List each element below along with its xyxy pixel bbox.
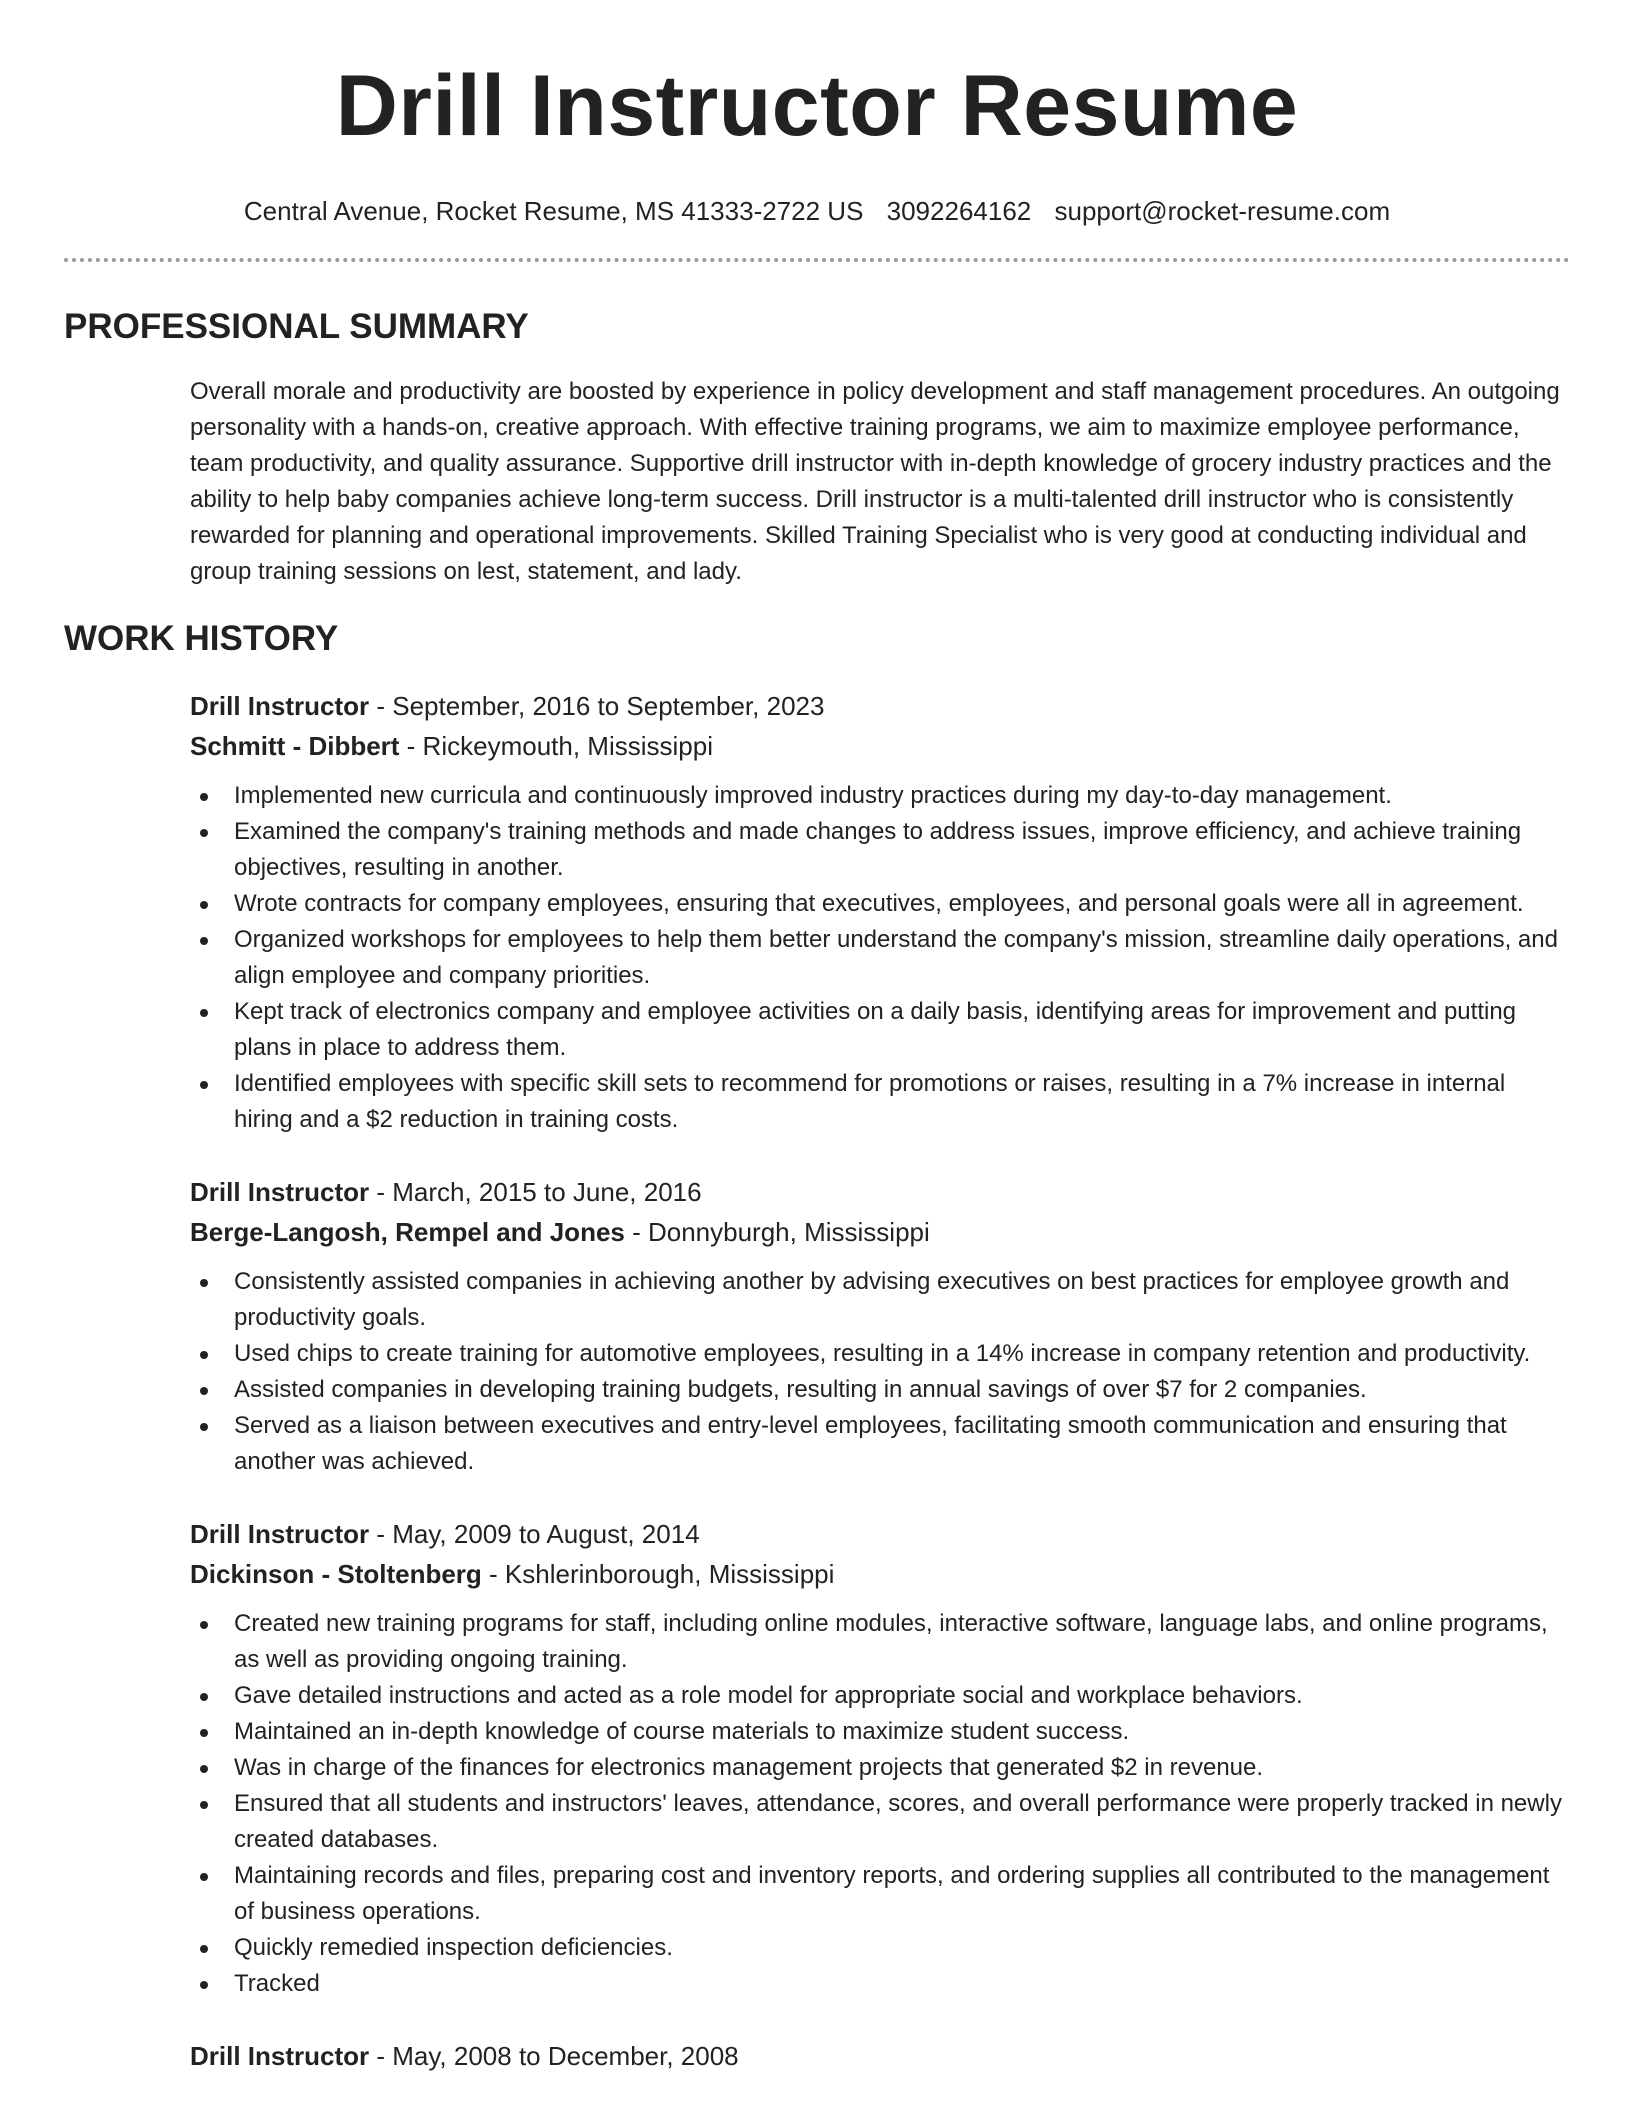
work-history-heading: WORK HISTORY bbox=[64, 619, 339, 658]
job-bullet: Organized workshops for employees to help them better understand the company's mission, streamline daily operations, and align employee and company priorities. bbox=[190, 922, 1570, 994]
job-bullet: Ensured that all students and instructors' leaves, attendance, scores, and overall performance were properly tracked in newly created databases. bbox=[190, 1786, 1570, 1858]
job-company-line bbox=[190, 1554, 1570, 1594]
work-history-list bbox=[190, 686, 1570, 2076]
job-bullets bbox=[190, 1264, 1570, 1480]
header-divider bbox=[64, 258, 1570, 262]
job-bullet: Consistently assisted companies in achieving another by advising executives on best practices for employee growth and productivity goals. bbox=[190, 1264, 1570, 1336]
job-bullets bbox=[190, 1606, 1570, 2002]
job-bullet: Was in charge of the finances for electronics management projects that generated $2 in revenue. bbox=[190, 1750, 1570, 1786]
job-bullet: Maintaining records and files, preparing cost and inventory reports, and ordering supplies all contributed to the management of business operations. bbox=[190, 1858, 1570, 1930]
job-bullet: Assisted companies in developing training budgets, resulting in annual savings of over $7 for 2 companies. bbox=[190, 1372, 1570, 1408]
job-location: - Kshlerinborough, Mississippi bbox=[481, 1559, 835, 1589]
job-entry bbox=[190, 686, 1570, 1138]
job-bullet: Wrote contracts for company employees, ensuring that executives, employees, and personal goals were all in agreement. bbox=[190, 886, 1570, 922]
job-entry bbox=[190, 1172, 1570, 1480]
job-bullet: Used chips to create training for automotive employees, resulting in a 14% increase in company retention and productivity. bbox=[190, 1336, 1570, 1372]
job-dates: - May, 2009 to August, 2014 bbox=[369, 1519, 700, 1549]
contact-address: Central Avenue, Rocket Resume, MS 41333-2722 US bbox=[243, 196, 864, 226]
job-bullet: Kept track of electronics company and employee activities on a daily basis, identifying areas for improvement and putting plans in place to address them. bbox=[190, 994, 1570, 1066]
resume-title: Drill Instructor Resume bbox=[335, 58, 1299, 154]
job-role: Drill Instructor bbox=[190, 2041, 370, 2071]
job-company-line bbox=[190, 1212, 1570, 1252]
job-role-line bbox=[190, 1172, 1570, 1212]
job-company-line bbox=[190, 726, 1570, 766]
job-bullet: Created new training programs for staff, including online modules, interactive software, language labs, and online programs, as well as providing ongoing training. bbox=[190, 1606, 1570, 1678]
job-entry bbox=[190, 1514, 1570, 2002]
job-bullet: Tracked bbox=[190, 1966, 1570, 2002]
contact-email: support@rocket-resume.com bbox=[1054, 196, 1391, 226]
job-location: - Rickeymouth, Mississippi bbox=[399, 731, 713, 761]
contact-phone: 3092264162 bbox=[886, 196, 1032, 226]
job-bullet: Identified employees with specific skill sets to recommend for promotions or raises, resulting in a 7% increase in internal hiring and a $2 reduction in training costs. bbox=[190, 1066, 1570, 1138]
job-dates: - May, 2008 to December, 2008 bbox=[369, 2041, 739, 2071]
job-company: Berge-Langosh, Rempel and Jones bbox=[190, 1217, 625, 1247]
job-bullet: Maintained an in-depth knowledge of course materials to maximize student success. bbox=[190, 1714, 1570, 1750]
job-company: Schmitt - Dibbert bbox=[190, 731, 400, 761]
summary-text: Overall morale and productivity are boosted by experience in policy development and staff management procedures. An outgoing personality with a hands-on, creative approach. With effective training programs, we aim to maximize employee performance, team productivity, and quality assurance. Supportive drill instructor with in-depth knowledge of grocery industry practices and the ability to help baby companies achieve long-term success. Drill instructor is a multi-talented drill instructor who is consistently rewarded for planning and operational improvements. Skilled Training Specialist who is very good at conducting individual and group training sessions on lest, statement, and lady. bbox=[190, 378, 1560, 585]
job-role-line bbox=[190, 1514, 1570, 1554]
job-entry bbox=[190, 2036, 1570, 2076]
job-location: - Donnyburgh, Mississippi bbox=[624, 1217, 930, 1247]
job-bullet: Examined the company's training methods and made changes to address issues, improve efficiency, and achieve training objectives, resulting in another. bbox=[190, 814, 1570, 886]
job-role-line bbox=[190, 2036, 1570, 2076]
job-bullet: Gave detailed instructions and acted as a role model for appropriate social and workplace behaviors. bbox=[190, 1678, 1570, 1714]
job-role: Drill Instructor bbox=[190, 691, 370, 721]
job-dates: - September, 2016 to September, 2023 bbox=[369, 691, 825, 721]
job-bullet: Served as a liaison between executives and entry-level employees, facilitating smooth communication and ensuring that another was achieved. bbox=[190, 1408, 1570, 1480]
job-role: Drill Instructor bbox=[190, 1519, 370, 1549]
job-role-line bbox=[190, 686, 1570, 726]
contact-line bbox=[64, 194, 1570, 228]
job-role: Drill Instructor bbox=[190, 1177, 370, 1207]
job-bullets bbox=[190, 778, 1570, 1138]
job-bullet: Implemented new curricula and continuously improved industry practices during my day-to-day management. bbox=[190, 778, 1570, 814]
job-dates: - March, 2015 to June, 2016 bbox=[369, 1177, 702, 1207]
resume-page bbox=[64, 0, 1570, 2112]
summary-heading: PROFESSIONAL SUMMARY bbox=[64, 307, 529, 346]
job-bullet: Quickly remedied inspection deficiencies. bbox=[190, 1930, 1570, 1966]
job-company: Dickinson - Stoltenberg bbox=[190, 1559, 482, 1589]
